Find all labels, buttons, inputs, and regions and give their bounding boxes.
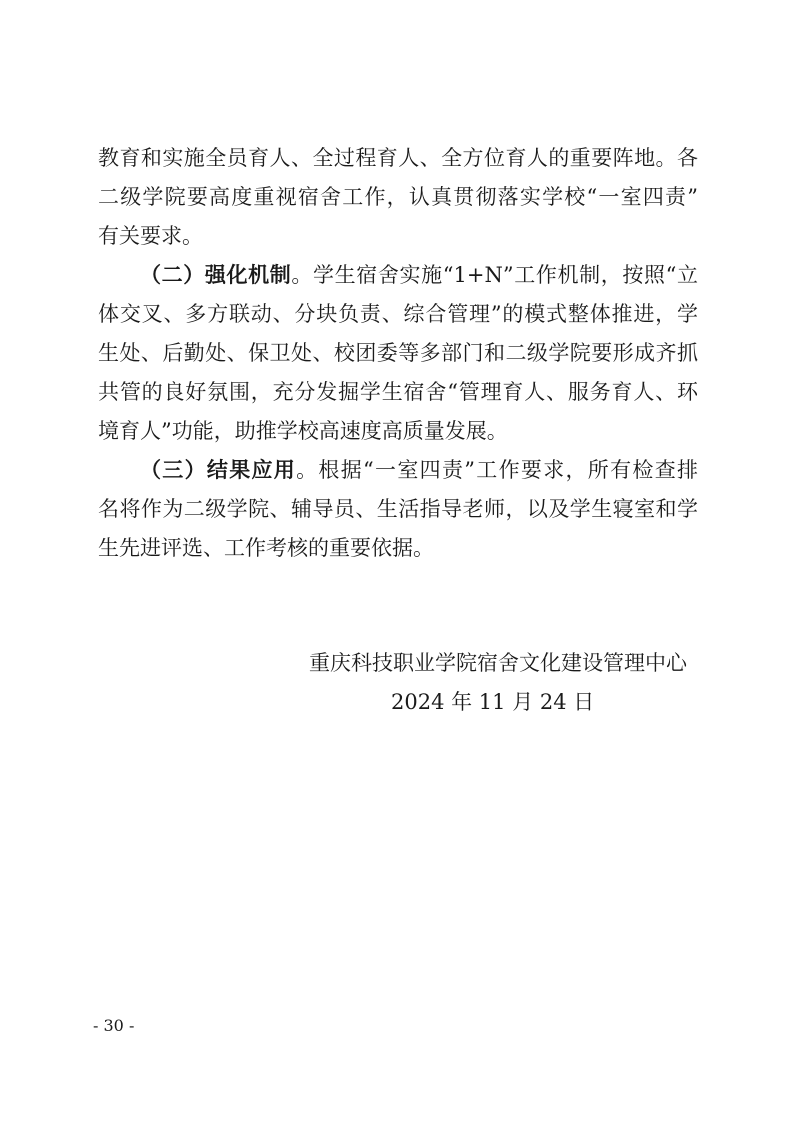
paragraph-2-line-4: 共管的良好氛围，充分发掘学生宿舍“管理育人、服务育人、环: [98, 380, 698, 404]
paragraph-3-line-2: 名将作为二级学院、辅导员、生活指导老师，以及学生寝室和学: [98, 497, 698, 521]
section-heading-result-application: （三）结果应用: [140, 457, 297, 482]
signature-date: 2024 年 11 月 24 日: [391, 690, 595, 714]
paragraph-1-line-3: 有关要求。: [98, 224, 203, 248]
paragraph-1-line-1: 教育和实施全员育人、全过程育人、全方位育人的重要阵地。各: [98, 146, 698, 170]
paragraph-2-first-line-text: 。学生宿舍实施“1+N”工作机制，按照“立: [291, 263, 698, 287]
paragraph-1-line-2: 二级学院要高度重视宿舍工作，认真贯彻落实学校“一室四责”: [98, 185, 698, 209]
signature-organization: 重庆科技职业学院宿舍文化建设管理中心: [309, 651, 687, 675]
paragraph-2-line-3: 生处、后勤处、保卫处、校团委等多部门和二级学院要形成齐抓: [98, 341, 698, 365]
paragraph-3-line-3: 生先进评选、工作考核的重要依据。: [98, 536, 434, 560]
paragraph-2-line-2: 体交叉、多方联动、分块负责、综合管理”的模式整体推进，学: [98, 302, 698, 326]
paragraph-2-line-1: [140, 260, 698, 290]
section-heading-strengthen-mechanism: （二）强化机制: [140, 262, 292, 287]
page-number: - 30 -: [93, 1016, 135, 1035]
paragraph-3-first-line-text: 。根据“一室四责”工作要求，所有检查排: [296, 458, 698, 482]
paragraph-3-line-1: [140, 455, 698, 485]
paragraph-2-line-5: 境育人”功能，助推学校高速度高质量发展。: [98, 419, 508, 443]
